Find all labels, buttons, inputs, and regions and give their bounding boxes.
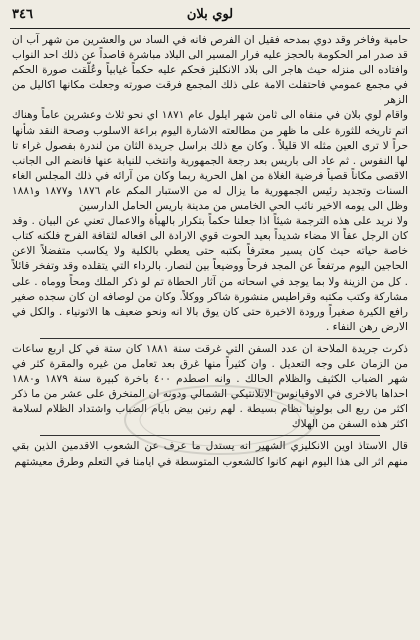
paragraph-shipwrecks: ذكرت جريدة الملاحة ان عدد السفن التي غرقت سنة ١٨٨١ كان ستة في كل اربع ساعات من الزمان على وجه التعديل . وان كثيراً منها غرق بعد تعامل من غيره والمقرة كثر في شهر الضباب الكثيف والظلام الحالك . وانه اصطدم ٤٠٠ باخرة كبيرة سنة ١٨٧٩ و١٨٨٠ احداها بالاخرى في الاوقيانوس الاتلانتيكي الشمالي ودونه ان المنخرق على عشر من ما ذكر اكثر من ربع الى بولونيا نظام بسيطة . لهم رنين بيض بايام الضباب واشتداد الظلام لسلامة اكثر هذه السفن من الهلاك — [12, 342, 409, 431]
paragraph-ancient-peoples: قال الاستاذ اوين الانكليزي الشهير انه يستدل ما عرف عن الشعوب الاقدمين الذين بقي منهم اثر الى هذا اليوم انهم كانوا كالشعوب المتوسطة في ايامنا في التعلم وطرق معيشتهم — [12, 440, 408, 468]
page-number: ٣٤٦ — [12, 7, 33, 22]
paragraph-1: حامية وفاخر وقد دوي بمدحه فقيل ان الفرص فانه في الساد س والعشرين من شهر آب ان قد صدر امر الحكومة بالحجز عليه فرار المسير الى البلاد مباشرة قاصداً عن ذلك احد النواب وافتاده الى منزله حيث هاجر الى بلاد الانكليز فحكم عليه حكماً غيابياً وعُلّقت صورة الحكم في مجمع عمومي فاحتفلت الامة على ذلك المجمع فرقت صورته وجعلت مكانها اكاليل من الزهر — [12, 34, 408, 107]
page-header — [10, 6, 410, 29]
paragraph-2: واقام لوي بلان في منفاه الى ثامن شهر ايلول عام ١٨٧١ اي نحو ثلاث وعشرين عاماً وهناك اتم تاريخه للثورة على ما ظهر من مطالعته الاشارة اليوم براعة الاسلوب وصحة النقد شأنها حراً لا ترى العين مثله الا قليلاً . وكان مع ذلك براسل جريدة الثان من لندرة بفصول غراء تا لها النفوس . ثم عاد الى باريس بعد رجعة الجمهورية وانتخب للنيابة عنها فانضم الى الجانب الاقصى مكاناً قصياً فرضية الغلاة من اهل الحرية ربما وكان من آرائه في ذلك المجلس الغاء السنات وتجديد رئيس الجمهورية ما يزال له من الاستبار المكم عام ١٨٧٦ و١٨٧٧ و١٨٨١ وظل الى يومه الاخير نائب الحي الخامس من مدينة باريس الحامل الدارسين — [12, 109, 409, 213]
section-divider-1 — [40, 338, 380, 339]
running-title: لوي بلان — [186, 7, 234, 22]
paragraph-3: ولا نريد على هذه الترجمة شيئاً اذا جعلنا حكماً بتكرار بالهيأة والاعمال تعني عن البيان . وقد كان الرجل عفاً الا مضاء شديداً بعيد الحوت قوي الارادة الى افعاله لثقافة الفرح فلكنه كتاب خاصة حياته حيث كان يسير معترفاً بكتبه حتى يعطي بالكلية ولا يكاسب متفضلاً الاعن الحاجين اليوم مرتفعاً عن المجد فرحاً ووضيعاً بين لنصار. بالرداء التي يتقلده وقد وتفخر قائلاً . كل من الزينة ولا بما يوجد في اسحاته من آثار الحطاة تم لو ذكر الملك ومحاً ووماه . على مشاركة وكتب مكتبه وقراطيس منشورة شاكر ووكلاً. وكان من لوصافه ان كان سجده صغير رافع الكيرة صغيراً ورودة الاخيرة حتى كان يوق بالا انه ونحو ضعيف ها الاتونياء . والكل في الارض رهن النفاء . — [12, 215, 408, 333]
watermark-logo — [120, 380, 320, 460]
